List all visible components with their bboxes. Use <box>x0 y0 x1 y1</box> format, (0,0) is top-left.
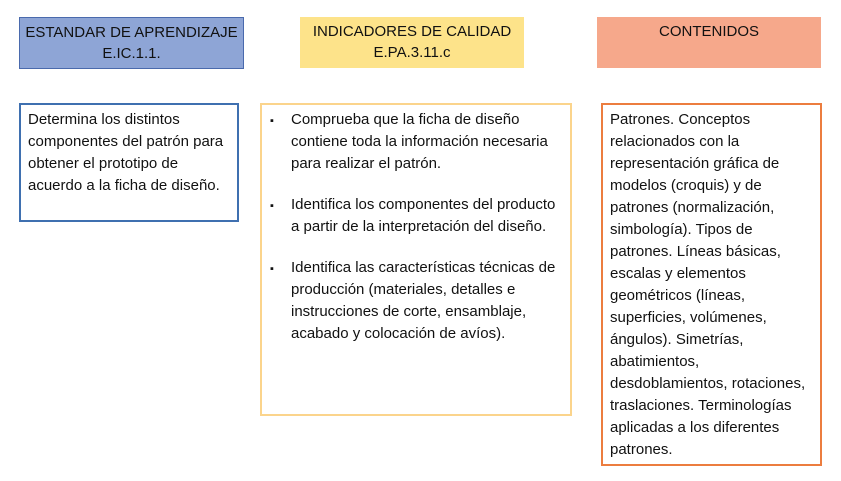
header-contenidos <box>597 17 821 68</box>
header-indicadores-code: E.PA.3.11.c <box>373 44 451 61</box>
header-contenidos-title: CONTENIDOS <box>658 23 759 40</box>
contenidos-box <box>601 103 822 466</box>
bullet-icon: ▪ <box>270 263 274 275</box>
header-estandar <box>19 17 244 69</box>
list-item <box>268 257 560 345</box>
header-estandar-title: ESTANDAR DE APRENDIZAJE <box>25 24 238 41</box>
bullet-icon: ▪ <box>270 115 274 127</box>
indicadores-box <box>260 103 572 416</box>
indicador-text: Identifica los componentes del producto a partir de la interpretación del diseño. <box>291 196 556 235</box>
estandar-text: Determina los distintos componentes del patrón para obtener el prototipo de acuerdo a la ficha de diseño. <box>28 111 224 194</box>
header-indicadores <box>300 17 524 68</box>
header-indicadores-title: INDICADORES DE CALIDAD <box>312 23 512 40</box>
indicador-text: Comprueba que la ficha de diseño contiene toda la información necesaria para realizar el patrón. <box>291 111 548 172</box>
bullet-icon: ▪ <box>270 200 274 212</box>
list-item <box>268 109 560 175</box>
contenidos-text: Patrones. Conceptos relacionados con la representación gráfica de modelos (croquis) y de patrones (normalización, simbología). Tipos de patrones. Líneas básicas, escalas y elementos geométricos (líneas, superficies, volúmenes, ángulos). Simetrías, abatimientos, desdoblamientos, rotaciones, traslaciones. Terminologías aplicadas a los diferentes patrones. <box>610 111 806 458</box>
indicadores-list <box>268 109 560 345</box>
estandar-box <box>19 103 239 222</box>
list-item <box>268 194 560 238</box>
header-estandar-code: E.IC.1.1. <box>102 45 161 62</box>
indicador-text: Identifica las características técnicas de producción (materiales, detalles e instrucciones de corte, ensamblaje, acabado y colocación de avíos). <box>291 259 556 342</box>
